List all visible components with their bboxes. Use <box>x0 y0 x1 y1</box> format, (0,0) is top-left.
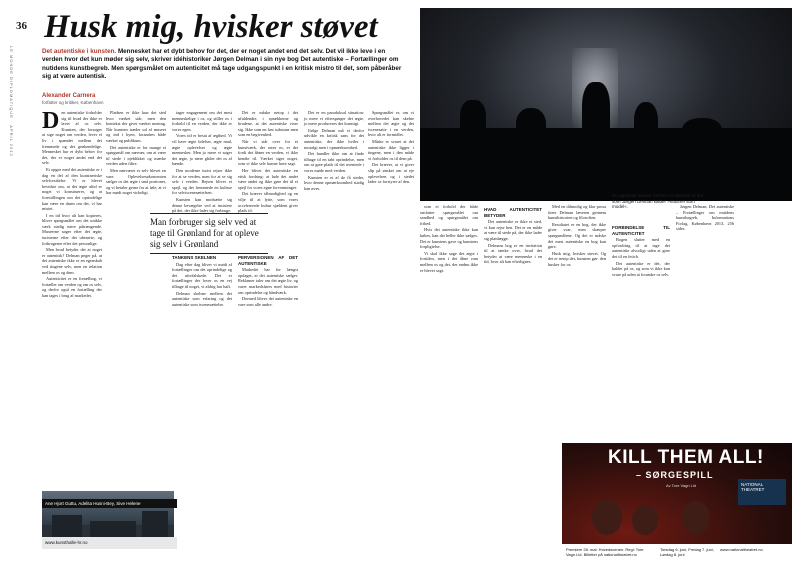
paragraph: Kunsten kan modsætte sig denne bevægelse ved at insistere på det, der ikke lader sig forbruge. <box>172 196 232 214</box>
column-9 <box>548 204 606 440</box>
column-6 <box>368 110 414 550</box>
ad-info-band <box>562 544 792 567</box>
ad-details: Premiere 28. mai. Hovedscenen. Regi: Tore Vagn Lid. Billetter på nationaltheatret.no <box>566 547 644 557</box>
paragraph: Det kræver tålmodighed og en vilje til at lytte, som vores accelererede kultur sjældent giver plads til. <box>238 191 298 214</box>
paragraph: Den autentiske forholder sig til hvad der ikke er lavet af os selv. Kunsten, der forsøger at sige noget om verden, lever et liv i spændet mellem det fremmede og det genkendelige. Mennesket har et dybt behov for det, der er noget andet end det selv. <box>42 108 102 166</box>
paragraph: Spørgsmålet er, om vi overhovedet kan skelne mellem det ægte og det iscenesatte i en verden, hvor alt er formidlet. <box>368 110 414 138</box>
ingress-kicker: Det autentiske i kunsten. <box>42 48 117 55</box>
paragraph: Bogen slutter med en opfordring til at tage det autentiske alvorligt uden at gøre det til en fetich. <box>612 237 670 259</box>
statue-silhouette <box>516 108 546 142</box>
theatre-ad[interactable] <box>562 443 792 567</box>
paragraph: I en tid hvor alt kan kopieres, bliver spørgsmålet om det unikke værk stadig mere påtrængende. Museerne søger efter det ægte, turisterne efter det uberørte, og forbrugerne efter det personlige. <box>42 212 102 246</box>
paragraph: Dag efter dag bliver vi mødt af fortællinger om det oprindelige og det uforfalskede. Det er fortællinger der lover os en vej tilbage til noget, vi aldrig har haft. <box>172 261 232 289</box>
paragraph: Kunsten er et af de få steder, hvor denne opmærksomhed stadig kan øves. <box>304 174 364 191</box>
ingress-text: Mennesket har et dybt behov for det, der er noget andet end det selv. Det vil ikke leve i en verden hvor det kun møder sig selv, skriver idéhistoriker Jørgen Delman i sin nye bog Det autentiske – Fortællinger om nutidens kunstbegreb. Men spørgsmålet om autenticitet må tage udgangspunkt i en kritisk mistro til det, som påberåber sig at være autentisk. <box>42 48 402 81</box>
column-11 <box>676 204 734 440</box>
paragraph: Med en tålmodig og klar prosa fører Delman læseren gennem kunsthistorien og filosofien. <box>548 204 606 221</box>
spine-label: LE MONDE DIPLOMATIQUE · APRIL 2013 <box>9 46 14 157</box>
column-3-bottom <box>172 252 232 552</box>
paragraph: Det kræver, at vi giver slip på ønsket om at eje oplevelsen og i stedet lader os forstyrre af den. <box>368 162 414 185</box>
paragraph: Men nærværet er selv blevet en vare. Oplevelsesøkonomien sælger os det ægte i små portioner, og vi betaler gerne for at føle, at vi har mødt noget virkeligt. <box>106 167 166 196</box>
paragraph: Ifølge Delman må vi derfor udvikle en kritisk sans for det autentiske, der ikke hviler i nostalgi men i opmærksomhed. <box>304 127 364 150</box>
column-8 <box>484 204 542 567</box>
paragraph: Den moderne turist rejser ikke for at se verden, men for at se sig selv i verden. Rejsen bliver et spejl, og det fremmede en kulisse for selviscenesættelsen. <box>172 167 232 196</box>
author-role: forfatter og kritiker, København <box>42 100 104 105</box>
author-name: Alexander Carnera <box>42 93 96 99</box>
paragraph: Autenticitet er en fortælling, vi fortæller om verden og om os selv, og derfor også en fortælling der kan tages i brug af markedet. <box>42 276 102 298</box>
ad-building <box>52 515 82 537</box>
actor-face <box>632 505 658 535</box>
footnote: Jørgen Delman, Det autentiske – Fortællinger om nutidens kunstbegreb, Informations Forlag, København 2013, 256 sider. <box>676 204 734 232</box>
pull-quote: Man forbruger sig selv ved at tage til Grønland for at opleve sig selv i Grønland <box>150 213 268 254</box>
paragraph: Måske er svaret at det autentiske ikke ligger i tingene, men i den måde vi forholder os til dem på. <box>368 138 414 161</box>
ad-headline: Ane Hjort Guttu, Adelita Husni-Bey, Sive Helene <box>42 499 177 508</box>
paragraph: Det autentiske er det, der kalder på os, og som vi ikke kan svare på uden at forandre os selv. <box>612 260 670 277</box>
actor-face <box>682 501 710 535</box>
ad-url[interactable]: www.kunsthalle-hr.no <box>42 537 177 549</box>
column-4-top <box>238 110 298 214</box>
statue-silhouette <box>634 102 658 142</box>
paragraph: Dermed bliver det autentiske en vare som alle andre. <box>238 296 298 307</box>
subheading: PERVERSIONEN AF DET AUTENTISKE <box>238 255 298 266</box>
statue-silhouette <box>460 100 486 140</box>
actor-face <box>592 499 622 535</box>
photo-caption: De øgenlate statuer rummer et element af det som Jørgen Delman kalder »naturen som model«. <box>612 193 704 209</box>
paragraph: Hvis det autentiske ikke kan købes, kan det heller ikke sælges. Det er kunstens gave og kunstens forpligtelse. <box>420 227 478 250</box>
paragraph: Men hvad betyder det at noget er autentisk? Delman peger på, at det autentiske ikke er en egenskab ved tingene selv, men en relation mellem os og dem. <box>42 247 102 275</box>
subheading: HVAD AUTENTICITET BETYDER <box>484 207 542 218</box>
ad-title: KILL THEM ALL! <box>608 447 764 468</box>
paragraph: Det autentiske er for mange et spørgsmål om nærvær, om at være til stede i øjeblikket og mærke verden uden filtre. <box>106 144 166 167</box>
ad-url[interactable]: www.nationaltheatret.no <box>720 547 763 552</box>
subheading: FORBINDELSE TIL AUTENTICITET <box>612 225 670 236</box>
paragraph: Et opgør med det autentiske er i dag en del af den kunstneriske selvforståelse. Vi er blevet bevidste om, at det ægte altid er noget vi konstruerer, og at forestillingen om det oprindelige kan være en drøm om det, vi har mistet. <box>42 166 102 212</box>
paragraph: Det er en paradoksal situation: jo mere vi efterspørger det ægte, jo mere produceres det kunstigt. <box>304 110 364 127</box>
paragraph: Pladsen er ikke kun det sted hvor værket står, men den kontekst der giver værket mening. Når kunsten træder ud af museet og ind i byen, forandres både værket og publikum. <box>106 110 166 143</box>
ad-building <box>142 511 168 537</box>
ad-building <box>90 521 136 537</box>
column-10 <box>612 222 670 440</box>
column-12 <box>738 204 792 440</box>
paragraph: Det handler ikke om at finde tilbage til en tabt oprindelse, men om at gøre plads til det uventede i vores møde med verden. <box>304 151 364 173</box>
paragraph: Resultatet er en bog, der ikke giver svar, men skærper spørgsmålene. Og det er måske det mest autentiske en bog kan gøre. <box>548 221 606 250</box>
paragraph: som et forhold der både omfatter spørgsmålet om sandhed og spørgsmålet om frihed. <box>420 204 478 226</box>
paragraph: Husk mig, hvisker støvet. Og det er netop det, kunsten gør: den husker for os. <box>548 250 606 267</box>
ad-subtitle: – SØRGESPILL <box>636 470 714 480</box>
page-number: 36 <box>16 20 27 32</box>
paragraph: Her bliver det autentiske en etisk fordring: at lade det andet være andet og ikke gøre det til et spejl for vores egne forventninger. <box>238 167 298 190</box>
paragraph: Markedet har for længst opdaget, at det autentiske sælger. Reklamer taler om det ægte liv, og varer markedsføres med historier om oprindelse og håndværk. <box>238 267 298 295</box>
paragraph: Delman skelner mellem det autentiske som erfaring og det autentiske som iscenesættelse. <box>172 290 232 307</box>
ad-author: Av Tore Vagn Lid <box>666 483 697 488</box>
subheading: TANKENS SKELNEN <box>172 255 217 260</box>
paragraph: Når vi står over for et kunstværk, der rører os, er det fordi det åbner en verden, vi ikke kendte til. Værket siger noget, som vi ikke selv kunne have sagt. <box>238 138 298 167</box>
statue-silhouette <box>682 118 722 144</box>
paragraph: Vores tid er besat af ægthed. Vi vil have ægte følelser, ægte mad, ægte oplevelser og ægte mennesker. Men jo mere vi søger det ægte, jo mere glider det os af hænde. <box>172 133 232 167</box>
ingress <box>42 48 402 82</box>
column-1 <box>42 110 102 490</box>
statue-silhouette <box>582 82 610 140</box>
paragraph: Vi skal ikke søge det ægte i fortiden, men i det åbne rum mellem os og det, der endnu ikke er blevet sagt. <box>420 250 478 273</box>
column-2 <box>106 110 166 490</box>
column-3-top <box>172 110 232 214</box>
paragraph: tager engagement om det mest menneskelige i os, og stiller os i forhold til en verden, der ikke er vores egen. <box>172 110 232 132</box>
kunsthall-ad[interactable] <box>42 491 174 549</box>
byline <box>42 93 192 105</box>
column-7 <box>420 204 478 567</box>
column-5 <box>304 110 364 550</box>
paragraph: Delmans bog er en invitation til at tænke over, hvad det betyder at være menneske i en tid, hvor alt kan efterlignes. <box>484 242 542 265</box>
theatre-logo[interactable]: NATIONAL THEATRET <box>738 479 786 505</box>
paragraph: Det er måske netop i det ufuldendte, i sprækkerne og brudene, at det autentiske viser sig. Ikke som en fast substans men som en begivenhed. <box>238 110 298 138</box>
drop-cap: D <box>42 108 60 134</box>
sculpture-photo <box>420 8 792 201</box>
column-4-bottom <box>238 252 298 552</box>
headline: Husk mig, hvisker støvet <box>44 9 378 45</box>
ad-dates: Torsdag 6. juni, Fredag 7. juni, Lørdag 8. juni <box>660 547 714 557</box>
paragraph: Det autentiske er ikke et sted, vi kan rejse hen. Det er en måde at være til stede på, der ikke lader sig planlægge. <box>484 219 542 241</box>
